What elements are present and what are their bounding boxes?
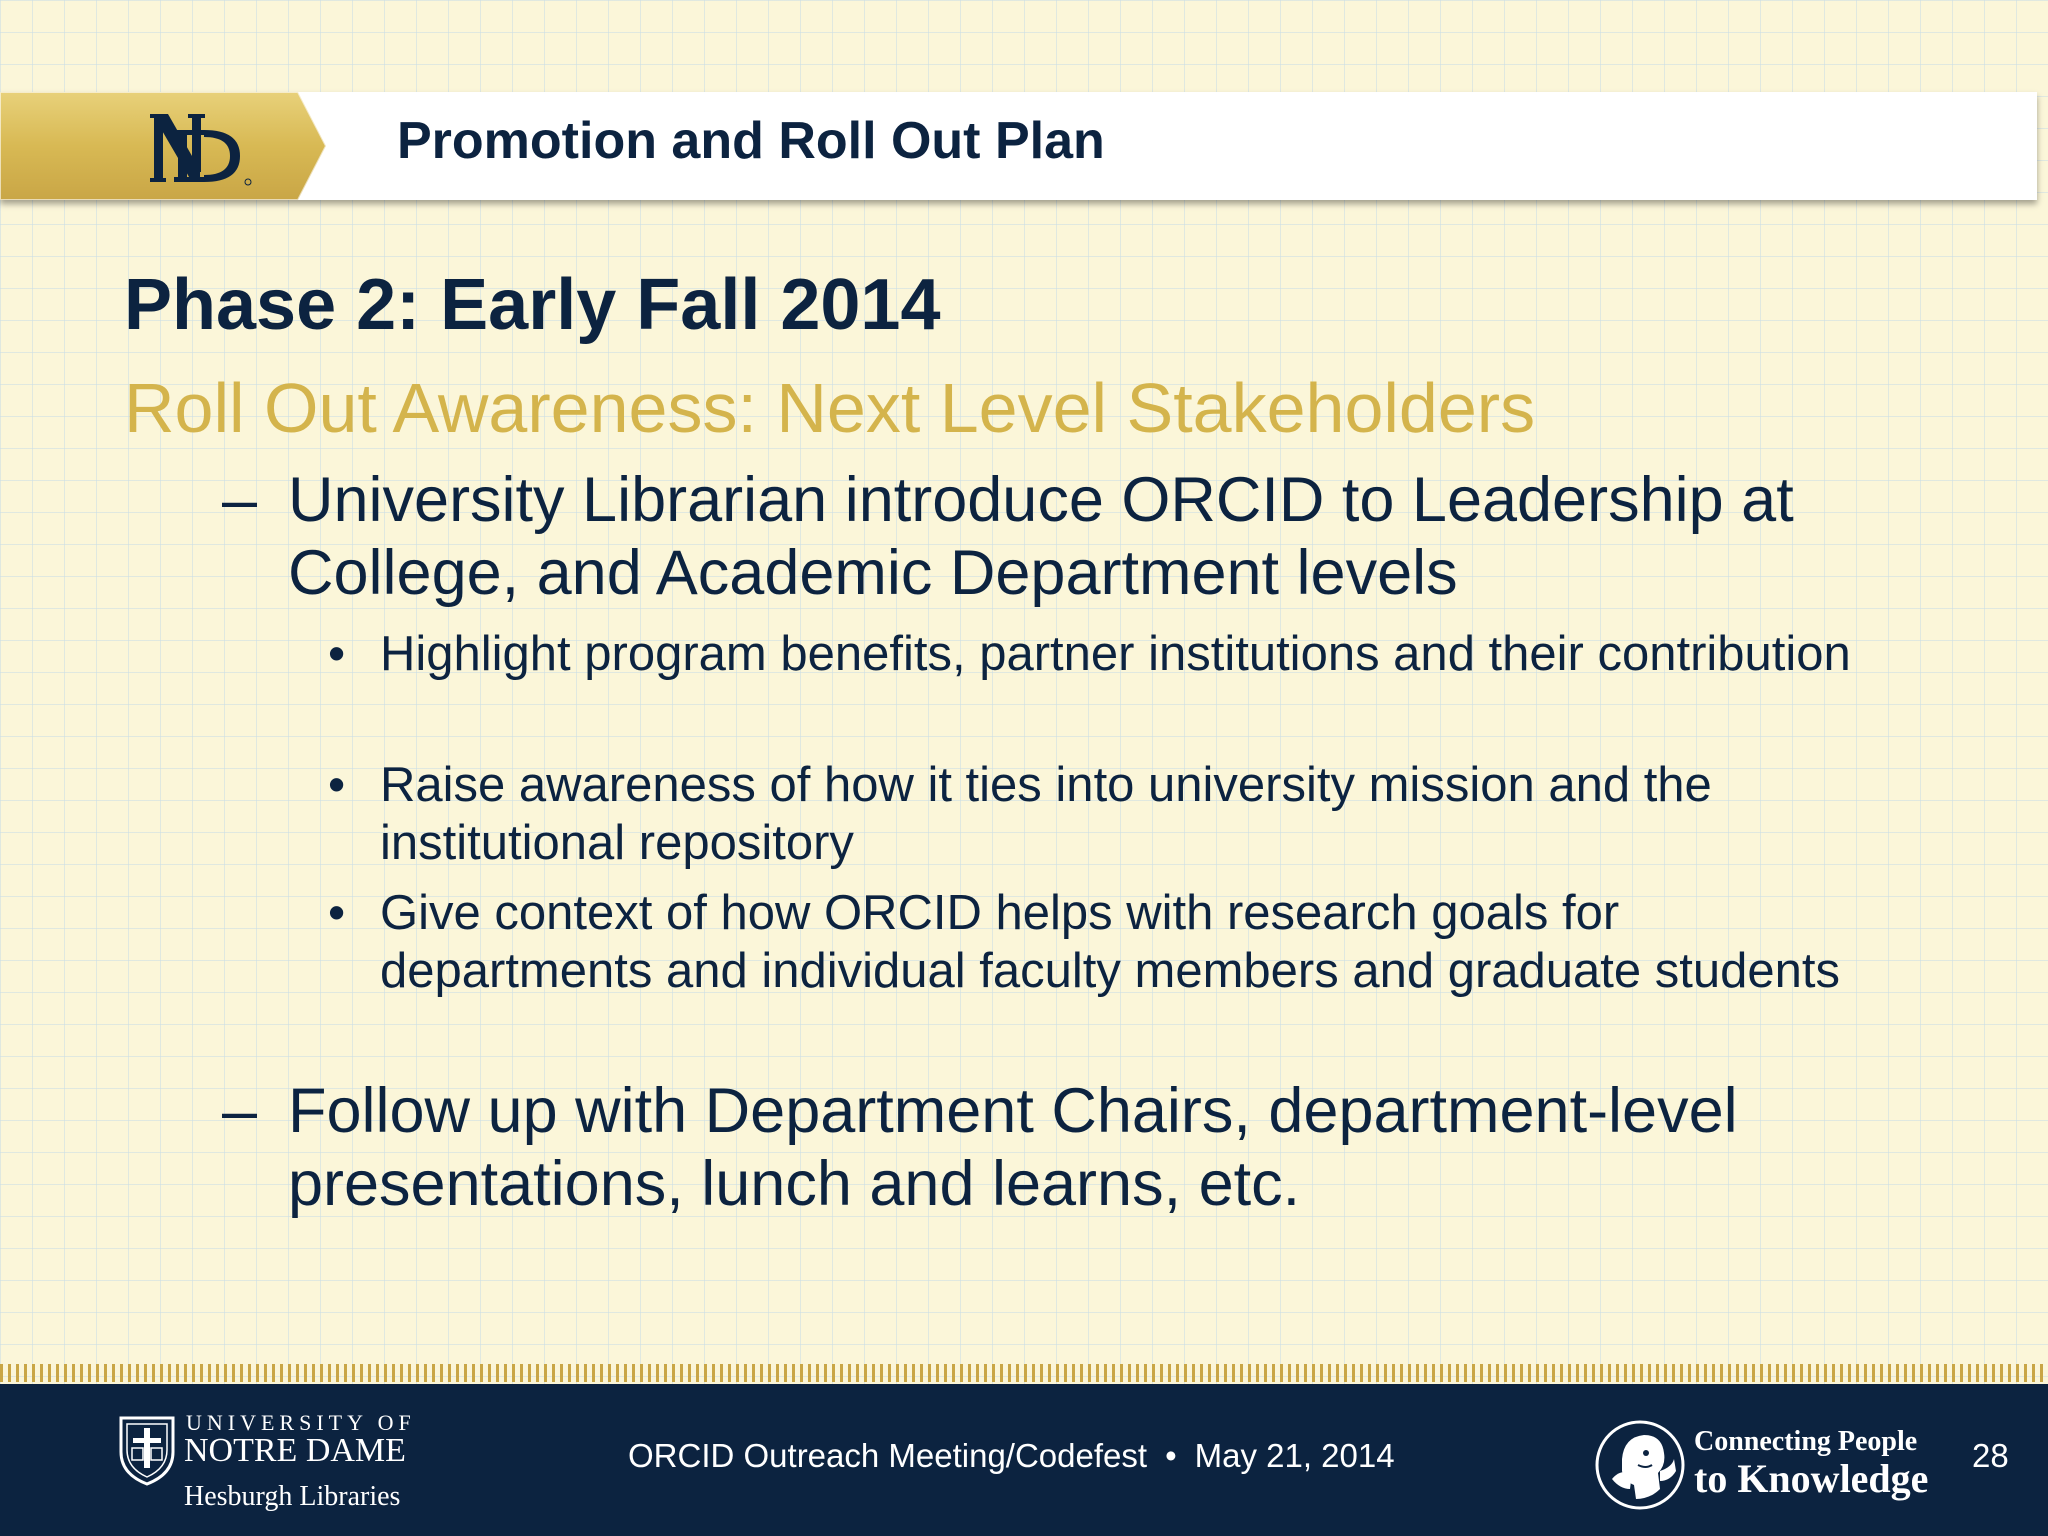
sub-list-item bbox=[328, 756, 1888, 872]
list-item-text: University Librarian introduce ORCID to Leadership at College, and Academic Department levels bbox=[288, 465, 1794, 608]
event-name: ORCID Outreach Meeting/Codefest bbox=[628, 1437, 1148, 1474]
dash-marker: – bbox=[222, 465, 258, 535]
sub-list-item bbox=[328, 625, 1888, 683]
page-number: 28 bbox=[1972, 1437, 2009, 1474]
tagline-line1: Connecting People bbox=[1694, 1426, 1918, 1457]
list-item bbox=[222, 1075, 1942, 1221]
dash-marker: – bbox=[222, 1076, 258, 1146]
nd-logo-icon bbox=[148, 108, 258, 188]
tagline-line2: to Knowledge bbox=[1694, 1456, 1929, 1501]
footer-gold-stripe bbox=[0, 1364, 2048, 1382]
phase-heading: Phase 2: Early Fall 2014 bbox=[124, 265, 941, 345]
list-item-text: Follow up with Department Chairs, department-level presentations, lunch and learns, etc. bbox=[288, 1076, 1738, 1219]
university-of-text: UNIVERSITY OF bbox=[186, 1410, 416, 1435]
sub-list-item bbox=[328, 884, 1888, 1000]
sub-list-item-text: Give context of how ORCID helps with research goals for departments and individual faculty members and graduate students bbox=[380, 886, 1840, 998]
footer-separator: • bbox=[1165, 1437, 1177, 1474]
sub-list-item-text: Raise awareness of how it ties into university mission and the institutional repository bbox=[380, 758, 1712, 870]
bullet-marker: • bbox=[328, 886, 346, 940]
hesburgh-libraries-text: Hesburgh Libraries bbox=[184, 1481, 401, 1512]
sub-list-item-text: Highlight program benefits, partner institutions and their contribution bbox=[380, 627, 1851, 681]
notre-dame-text: NOTRE DAME bbox=[184, 1432, 406, 1469]
library-mural-icon bbox=[1594, 1419, 1686, 1511]
slide-header-title: Promotion and Roll Out Plan bbox=[397, 112, 1105, 170]
footer-event-info bbox=[628, 1434, 1395, 1478]
university-shield-icon bbox=[117, 1414, 177, 1486]
bullet-marker: • bbox=[328, 627, 346, 681]
subheading: Roll Out Awareness: Next Level Stakeholders bbox=[124, 369, 1536, 447]
bullet-marker: • bbox=[328, 758, 346, 812]
event-date: May 21, 2014 bbox=[1194, 1437, 1395, 1474]
list-item bbox=[222, 464, 1942, 610]
